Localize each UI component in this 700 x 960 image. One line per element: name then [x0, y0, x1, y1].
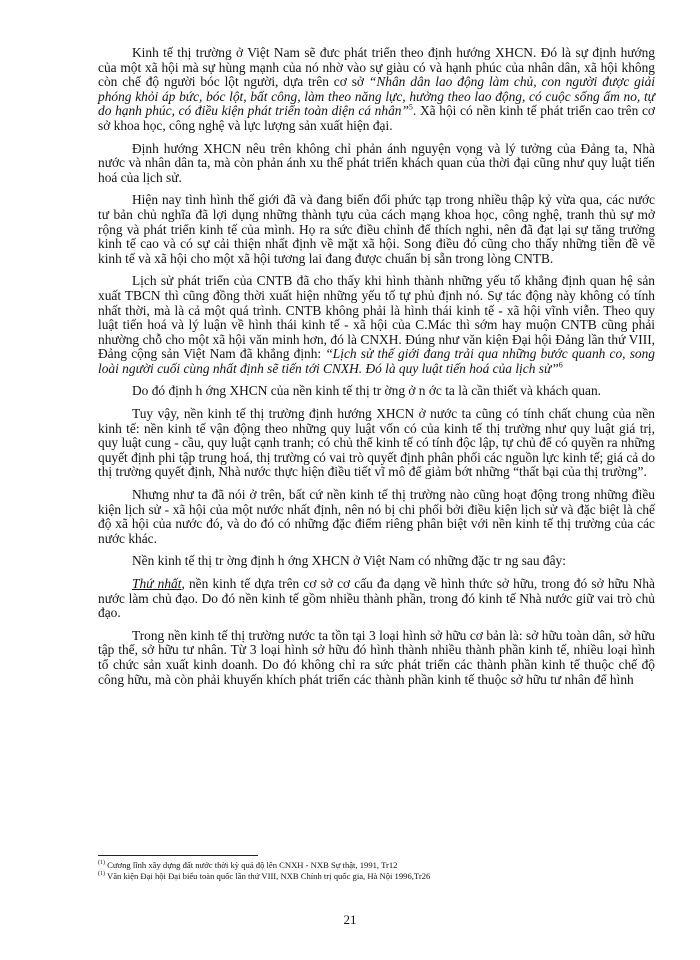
footnote-divider [98, 855, 258, 856]
footnote-ref: 5 [408, 102, 413, 112]
text-run: Nhưng như ta đã nói ở trên, bất cứ nền kinh tế thị trường nào cũng hoạt động trong những điều kiện lịch sử - xã hội của một nước nhất định, nên nó bị chi phối bởi điều kiện lịch sử và đặc biệt là chế độ xã hội của nước đó, và do đó có những đặc điểm riêng phân biệt với nền kinh tế thị trường của các nước khác. [98, 487, 655, 546]
footnote-number: (1) [98, 860, 105, 867]
footnotes [98, 860, 655, 882]
quotation-text: Thứ nhất [132, 576, 182, 591]
footnote-number: (1) [98, 871, 105, 878]
paragraph-p1 [98, 46, 655, 134]
text-run: Lịch sử phát triển của CNTB đã cho thấy khi hình thành những yếu tố khẳng định quan hệ sản xuất TBCN thì cũng đồng thời xuất hiện những yếu tố tự phủ định nó. Sự tác động này không có tính nhất thời, mà là cả một quá trình. CNTB không phải là hình thái kinh tế - xã hội vĩnh viễn. Theo quy luật tiến hoá và lý luận về hình thái kinh tế - xã hội của C.Mác thì sớm hay muộn CNTB cũng phải nhường chỗ cho một xã hội văn minh hơn, đó là CNXH. Đúng như văn kiện Đại hội Đảng lần thứ VIII, Đảng cộng sản Việt Nam đã khẳng định: [98, 273, 655, 362]
page-number: 21 [343, 912, 357, 927]
footnote-text: Văn kiện Đại hội Đại biểu toàn quốc lần thứ VIII, NXB Chính trị quốc gia, Hà Nội 1996,Tr26 [107, 871, 431, 881]
paragraph-p10 [98, 629, 655, 687]
paragraph-p7 [98, 488, 655, 546]
quotation-text: “Lịch sử thế giới đang trải qua những bước quanh co, song loài người cuối cùng nhất định sẽ tiến tới CNXH. Đó là quy luật tiến hoá của lịch sử” [98, 346, 655, 376]
text-run: , nền kinh tế dựa trên cơ sở cơ cấu đa dạng về hình thức sở hữu, trong đó sở hữu Nhà nước làm chủ đạo. Do đó nền kinh tế gồm nhiều thành phần, trong đó kinh tế Nhà nước giữ vai trò chủ đạo. [98, 576, 655, 621]
paragraph-p6 [98, 407, 655, 480]
paragraph-p4 [98, 274, 655, 376]
text-run: . Xã hội có nền kinh tế phát triển cao trên cơ sở khoa học, công nghệ và lực lượng sản xuất hiện đại. [98, 103, 655, 133]
text-run: Kinh tế thị trường ở Việt Nam sẽ đưc phát triển theo định hướng XHCN. Đó là sự định hướng của một xã hội mà sự hùng mạnh của nó nhờ vào sự giàu có và hạnh phúc của nhân dân, xã hội không còn chế độ người bóc lột người, dựa trên cơ sở [98, 45, 655, 90]
body-text [98, 46, 655, 695]
footnote-item [98, 860, 655, 871]
footnote-text: Cương lĩnh xây dựng đất nước thời kỳ quá độ lên CNXH - NXB Sự thật, 1991, Tr12 [107, 860, 398, 870]
text-run: Tuy vậy, nền kinh tế thị trường định hướng XHCN ở nước ta cũng có tính chất chung của nền kinh tế: nền kinh tế vận động theo những quy luật vốn có của kinh tế thị trường như quy luật giá trị, quy luật cung - cầu, quy luật cạnh tranh; có chủ thể kinh tế có tính độc lập, tự chủ để có quyền ra những quyết định phi tập trung hoá, thị trường có vai trò quyết định phân phối các nguồn lực kinh tế; giá cả do thị trường quyết định, Nhà nước thực hiện điều tiết vĩ mô để giảm bớt những “thất bại của thị trường”. [98, 406, 655, 480]
text-run: Định hướng XHCN nêu trên không chỉ phản ánh nguyện vọng và lý tưởng của Đảng ta, Nhà nước và nhân dân ta, mà còn phản ánh xu thế phát triển khách quan của thời đại cũng như quy luật tiến hoá của lịch sử. [98, 140, 655, 185]
paragraph-p5 [98, 384, 655, 399]
paragraph-p8 [98, 554, 655, 569]
paragraph-p2 [98, 142, 655, 186]
text-run: Hiện nay tình hình thế giới đã và đang biến đổi phức tạp trong nhiều thập kỷ vừa qua, các nước tư bản chủ nghĩa đã lợi dụng những thành tựu của cách mạng khoa học, công nghệ, tranh thủ sự mở rộng và phát triển kinh tế của mình. Họ ra sức điều chỉnh để thích nghi, nên đã đạt lại sự tăng trưởng kinh tế cao và có sự cải thiện nhất định về mặt xã hội. Song điều đó cũng cho thấy những tiền đề về kinh tế và xã hội cho một xã hội tương lai đang được chuẩn bị sẵn trong lòng CNTB. [98, 192, 655, 266]
quotation-text: “Nhân dân lao động làm chủ, con người được giải phóng khỏi áp bức, bóc lột, bất công, làm theo năng lực, hưởng theo lao động, có cuộc sống ấm no, tự do hạnh phúc, có điều kiện phát triển toàn diện cá nhân” [98, 74, 655, 119]
paragraph-p3 [98, 193, 655, 266]
text-run: Trong nền kinh tế thị trường nước ta tồn tại 3 loại hình sở hữu cơ bản là: sở hữu toàn dân, sở hữu tập thể, sở hữu tư nhân. Từ 3 loại hình sở hữu đó hình thành nhiều thành phần kinh tế, nhiều loại hình tổ chức sản xuất kinh doanh. Do đó không chỉ ra sức phát triển các thành phần kinh tế thuộc chế độ công hữu, mà còn phải khuyến khích phát triển các thành phần kinh tế thuộc sở hữu tư nhân để hình [98, 627, 655, 687]
text-run: Nền kinh tế thị tr ờng định h ớng XHCN ở Việt Nam có những đặc tr ng sau đây: [132, 553, 566, 569]
paragraph-p9 [98, 577, 655, 621]
footnote-item [98, 871, 655, 882]
text-run: Do đó định h ớng XHCN của nền kinh tế thị tr ờng ở n ớc ta là cần thiết và khách quan. [132, 383, 601, 399]
footnote-ref: 6 [558, 360, 563, 370]
